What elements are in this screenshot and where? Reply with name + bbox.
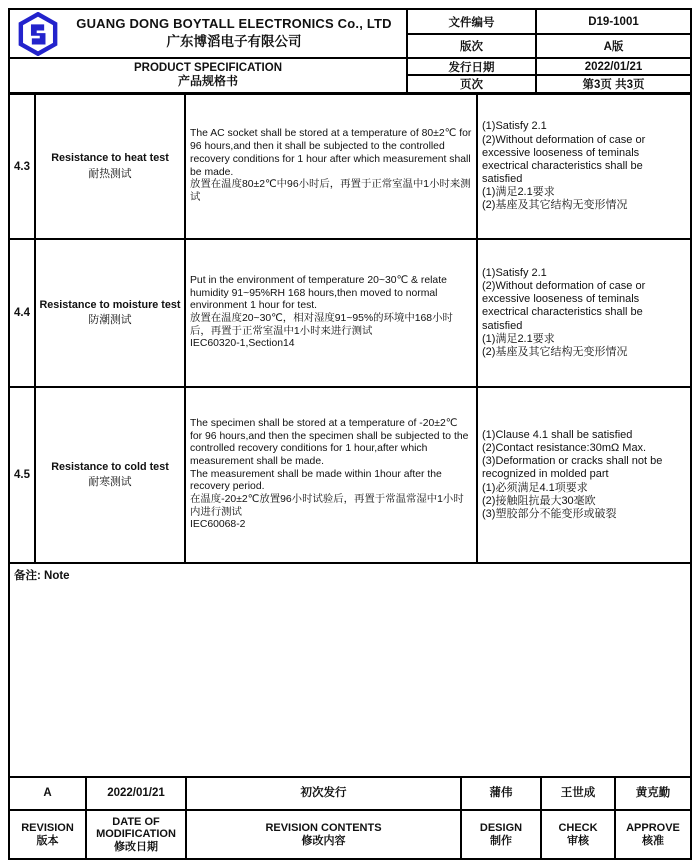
meta-label-page: 页次 [408, 76, 537, 92]
revision-col-rev [10, 811, 87, 858]
test-name-en: Resistance to cold test [51, 460, 169, 473]
test-number: 4.3 [10, 95, 36, 238]
text-line: Put in the environment of temperature 20~30℃ & relate humidity 91~95%RH 168 hours,then moved to normal environment 1 hour for test. [190, 274, 447, 312]
company-logo-icon [16, 12, 60, 56]
meta-label-revision: 版次 [408, 35, 537, 59]
revision-col-design [462, 811, 542, 858]
meta-value-issue-date: 2022/01/21 [537, 59, 690, 76]
text-line: (1)Clause 4.1 shall be satisfied [482, 428, 633, 441]
col-label-cn: 审核 [567, 834, 589, 847]
revision-col-contents [187, 811, 462, 858]
text-line: (1)Satisfy 2.1 [482, 120, 547, 133]
text-line: The AC socket shall be stored at a temperature of 80±2℃ for 96 hours,and then it shall be subjected to the controlled recovery conditions for 1 hour after which measurement shall be made. [190, 128, 472, 178]
document-title-en: PRODUCT SPECIFICATION [133, 61, 282, 74]
text-line: (2)基座及其它结构无变形情况 [482, 199, 628, 212]
company-name-en: GUANG DONG BOYTALL ELECTRONICS Co., LTD [76, 16, 392, 32]
text-line: (1)必须满足4.1项要求 [482, 481, 588, 494]
company-names [68, 16, 400, 50]
note-label: 备注: Note [14, 570, 70, 582]
meta-label-issue-date: 发行日期 [408, 59, 537, 76]
text-line: (2)接触阻抗最大30毫欧 [482, 494, 596, 507]
test-name [36, 240, 186, 386]
test-criteria [478, 95, 690, 238]
test-criteria [478, 388, 690, 562]
text-line: (3)Deformation or cracks shall not be recognized in molded part [482, 455, 663, 481]
test-name-cn: 耐热测试 [88, 167, 132, 180]
col-label-en: APPROVE [626, 821, 680, 834]
test-row-4-4 [10, 240, 690, 388]
text-line: (1)满足2.1要求 [482, 186, 555, 199]
revision-entry-date: 2022/01/21 [87, 778, 187, 809]
col-label-cn: 修改日期 [114, 840, 158, 853]
revision-entry-design: 蒲伟 [462, 778, 542, 809]
text-line: (2)Contact resistance:30mΩ Max. [482, 442, 647, 455]
text-line: IEC60068-2 [190, 519, 246, 531]
text-line: 在温度-20±2℃放置96小时试验后，再置于常温常湿中1小时内进行测试 [190, 494, 464, 518]
revision-entry-contents: 初次发行 [187, 778, 462, 809]
note-section [10, 564, 690, 778]
document-header [10, 10, 690, 95]
revision-header-row [10, 811, 690, 858]
test-name [36, 388, 186, 562]
col-label-cn: 修改内容 [301, 834, 346, 847]
revision-col-approve [616, 811, 690, 858]
col-label-cn: 制作 [490, 834, 512, 847]
col-label-cn: 核准 [642, 834, 664, 847]
text-line: (1)满足2.1要求 [482, 332, 555, 345]
col-label-en: REVISION CONTENTS [265, 821, 382, 834]
text-line: (3)塑胶部分不能变形或破裂 [482, 507, 617, 520]
revision-entry-rev: A [10, 778, 87, 809]
text-line: The measurement shall be made within 1hour after the recovery period. [190, 468, 442, 493]
document-title [10, 59, 408, 92]
meta-label-doc-number: 文件编号 [408, 10, 537, 35]
test-name [36, 95, 186, 238]
test-name-en: Resistance to moisture test [39, 298, 181, 311]
test-name-cn: 防潮测试 [88, 314, 132, 326]
revision-col-date [87, 811, 187, 858]
test-number: 4.5 [10, 388, 36, 562]
text-line: (1)Satisfy 2.1 [482, 266, 547, 279]
meta-value-doc-number: D19-1001 [537, 10, 690, 35]
col-label-en: DATE OF MODIFICATION [96, 815, 176, 841]
company-block [10, 10, 408, 59]
revision-entry-approve: 黄克勤 [635, 786, 671, 799]
meta-value-page: 第3页 共3页 [582, 79, 645, 91]
revision-entry-check: 王世成 [542, 778, 616, 809]
text-line: (2)Without deformation of case or excessive looseness of teminals exectrical characteristics shall be satisfied [482, 280, 646, 332]
test-row-4-3 [10, 95, 690, 240]
test-criteria [478, 240, 690, 386]
revision-entry-row [10, 778, 690, 811]
text-line: 放置在温度80±2℃中96小时后，再置于正常室温中1小时来测试 [190, 179, 471, 203]
test-name-cn: 耐寒测试 [88, 476, 132, 488]
meta-value-revision: A版 [537, 35, 690, 59]
test-name-en: Resistance to heat test [51, 152, 169, 165]
text-line: 放置在温度20~30℃，相对湿度91~95%的环境中168小时后，再置于正常室温中1小时来进行测试 [190, 313, 453, 337]
document-title-cn: 产品规格书 [177, 74, 238, 89]
col-label-en: CHECK [558, 821, 598, 834]
col-label-cn: 版本 [36, 834, 59, 847]
revision-col-check [542, 811, 616, 858]
col-label-en: REVISION [21, 821, 74, 834]
text-line: IEC60320-1,Section14 [190, 338, 295, 350]
test-description [186, 240, 478, 386]
col-label-en: DESIGN [479, 821, 523, 834]
document-frame [8, 8, 692, 860]
company-name-cn: 广东博滔电子有限公司 [166, 34, 302, 50]
text-line: The specimen shall be stored at a temperature of -20±2℃ for 96 hours,and then the specimen shall be subjected to the controlled recovery conditions for 1 hour,after which measurement shall be made. [190, 417, 469, 467]
text-line: (2)基座及其它结构无变形情况 [482, 345, 628, 358]
test-description [186, 95, 478, 238]
test-row-4-5 [10, 388, 690, 564]
text-line: (2)Without deformation of case or excessive looseness of teminals exectrical characteristics shall be satisfied [482, 133, 646, 186]
test-description [186, 388, 478, 562]
test-number: 4.4 [10, 240, 36, 386]
